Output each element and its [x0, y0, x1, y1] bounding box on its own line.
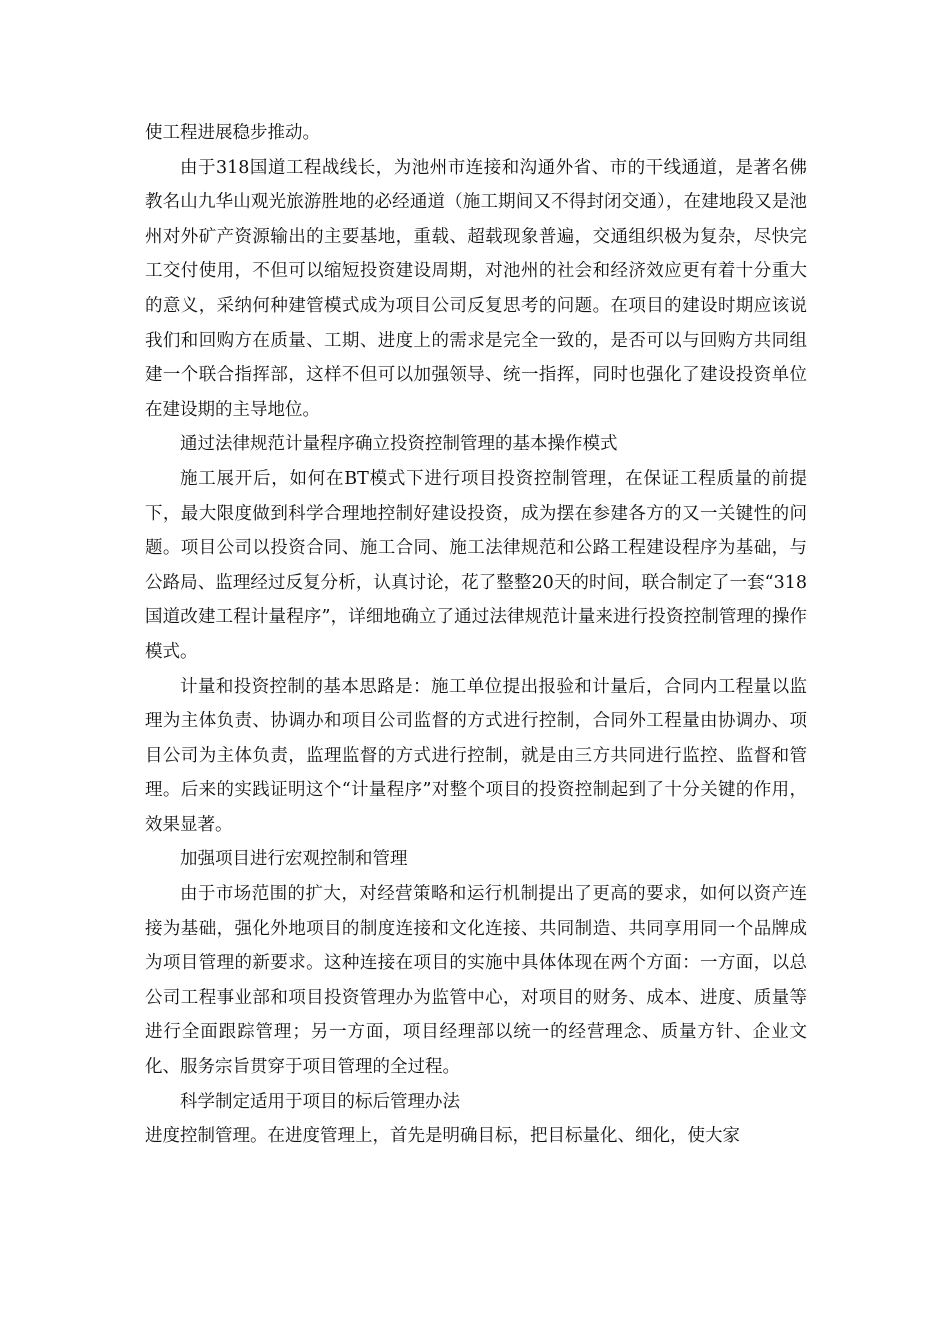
section-heading-macro-control: 加强项目进行宏观控制和管理 [180, 849, 408, 870]
paragraph-investment-control: 施工展开后，如何在BT模式下进行项目投资控制管理，在保证工程质量的前提下，最大限度做到科学合理地控制好建设投资，成为摆在参建各方的又一关键性的问题。项目公司以投资合同、施工合同、施工法律规范和公路工程建设程序为基础，与公路局、监理经过反复分析，认真讨论，花了整整20天的时间，联合制定了一套“318国道改建工程计量程序”，详细地确立了通过法律规范计量来进行投资控制管理的操作模式。 [145, 468, 807, 662]
document-body [145, 116, 807, 1154]
paragraph-continuation-top: 使工程进展稳步推动。 [145, 123, 320, 143]
paragraph-market-expansion: 由于市场范围的扩大，对经营策略和运行机制提出了更高的要求，如何以资产连接为基础，强化外地项目的制度连接和文化连接、共同制造、共同享用同一个品牌成为项目管理的新要求。这种连接在项目的实施中具体体现在两个方面：一方面，以总公司工程事业部和项目投资管理办为监管中心，对项目的财务、成本、进度、质量等进行全面跟踪管理；另一方面，项目经理部以统一的经营理念、质量方针、企业文化、服务宗旨贯穿于项目管理的全过程。 [145, 884, 807, 1078]
paragraph-progress-control: 进度控制管理。在进度管理上，首先是明确目标，把目标量化、细化，使大家 [145, 1126, 740, 1147]
paragraph-metering-approach: 计量和投资控制的基本思路是：施工单位提出报验和计量后，合同内工程量以监理为主体负责、协调办和项目公司监督的方式进行控制，合同外工程量由协调办、项目公司为主体负责，监理监督的方式进行控制，就是由三方共同进行监控、监督和管理。后来的实践证明这个“计量程序”对整个项目的投资控制起到了十分关键的作用，效果显著。 [145, 676, 807, 835]
paragraph-route-318-background: 由于318国道工程战线长，为池州市连接和沟通外省、市的干线通道，是著名佛教名山九华山观光旅游胜地的必经通道（施工期间又不得封闭交通），在建地段又是池州对外矿产资源输出的主要基地，重载、超载现象普遍，交通组织极为复杂，尽快完工交付使用，不但可以缩短投资建设周期，对池州的社会和经济效应更有着十分重大的意义，采纳何种建管模式成为项目公司反复思考的问题。在项目的建设时期应该说我们和回购方在质量、工期、进度上的需求是完全一致的，是否可以与回购方共同组建一个联合指挥部，这样不但可以加强领导、统一指挥，同时也强化了建设投资单位在建设期的主导地位。 [145, 157, 807, 420]
section-heading-metering-procedure: 通过法律规范计量程序确立投资控制管理的基本操作模式 [180, 434, 618, 455]
section-heading-post-bid-management: 科学制定适用于项目的标后管理办法 [180, 1091, 460, 1112]
